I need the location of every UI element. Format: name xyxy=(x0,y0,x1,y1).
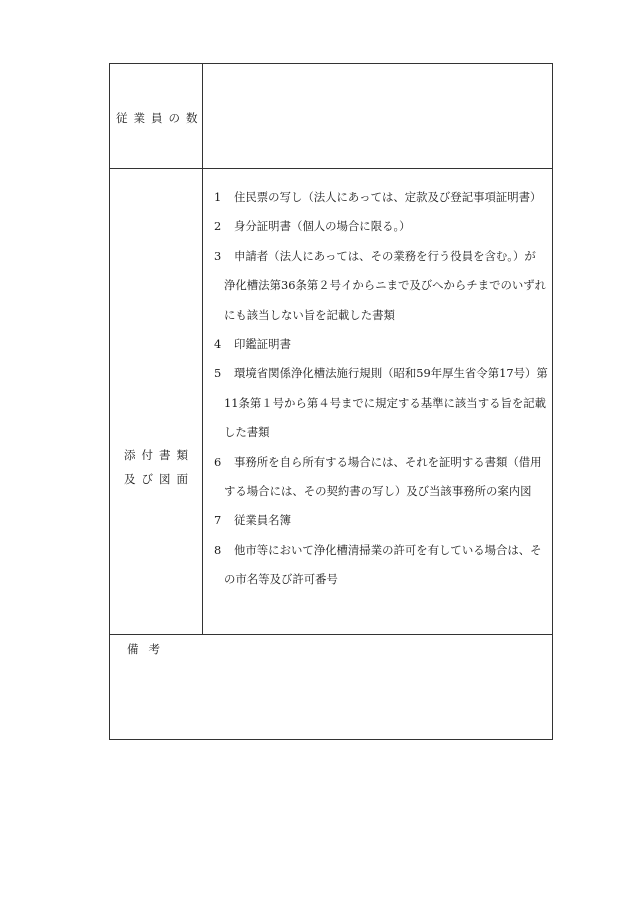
document-item-line xyxy=(214,506,550,535)
attachment-document-list xyxy=(214,183,550,594)
document-item-text: 浄化槽法第36条第２号イからニまで及びへからチまでのいずれ xyxy=(224,278,547,293)
document-item-line xyxy=(214,242,550,271)
document-item-text: 申請者（法人にあっては、その業務を行う役員を含む。）が xyxy=(234,248,536,263)
employees-value-cell xyxy=(203,64,552,168)
application-form-table xyxy=(109,63,553,740)
document-item-text: 従業員名簿 xyxy=(234,513,291,528)
document-item-continuation xyxy=(214,477,550,506)
document-item-continuation xyxy=(214,271,550,300)
remarks-label: 備考 xyxy=(127,642,170,656)
document-item-continuation xyxy=(214,565,550,594)
document-list-item xyxy=(214,359,550,447)
attachments-label-line1: 添付書類 xyxy=(124,448,194,462)
document-item-text: 事務所を自ら所有する場合には、それを証明する書類（借用 xyxy=(234,454,542,469)
document-item-text: の市名等及び許可番号 xyxy=(224,572,338,587)
document-item-line xyxy=(214,330,550,359)
document-item-text: にも該当しない旨を記載した書類 xyxy=(224,307,395,322)
document-item-text: する場合には、その契約書の写し）及び当該事務所の案内図 xyxy=(224,483,532,498)
attachments-label-cell xyxy=(110,169,203,634)
document-item-number: 4 xyxy=(214,336,222,351)
document-list-item xyxy=(214,506,550,535)
document-item-line xyxy=(214,212,550,241)
document-item-continuation xyxy=(214,418,550,447)
document-item-number: 6 xyxy=(214,454,222,469)
document-item-number: 2 xyxy=(214,219,222,234)
attachments-value-cell xyxy=(203,169,552,634)
document-list-item xyxy=(214,448,550,507)
document-list-item xyxy=(214,242,550,330)
document-item-text: 11条第１号から第４号までに規定する基準に該当する旨を記載 xyxy=(224,395,547,410)
document-list-item xyxy=(214,330,550,359)
document-list-item xyxy=(214,212,550,241)
document-item-text: 環境省関係浄化槽法施行規則（昭和59年厚生省令第17号）第 xyxy=(234,366,548,381)
document-item-text: 印鑑証明書 xyxy=(234,336,291,351)
document-item-number: 1 xyxy=(214,190,222,204)
document-item-line xyxy=(214,536,550,565)
document-item-number: 5 xyxy=(214,366,222,381)
employees-label-cell xyxy=(110,64,203,168)
document-item-line xyxy=(214,183,550,212)
document-item-number: 3 xyxy=(214,248,222,263)
employees-row xyxy=(110,64,552,169)
document-list-item xyxy=(214,536,550,595)
remarks-row xyxy=(110,635,552,739)
document-item-continuation xyxy=(214,301,550,330)
document-item-continuation xyxy=(214,389,550,418)
document-item-text: 住民票の写し（法人にあっては、定款及び登記事項証明書） xyxy=(234,190,542,204)
document-item-text: 他市等において浄化槽清掃業の許可を有している場合は、そ xyxy=(234,542,542,557)
employees-label: 従業員の数 xyxy=(116,111,204,125)
document-item-text: した書類 xyxy=(224,425,270,440)
document-item-line xyxy=(214,359,550,388)
document-item-number: 7 xyxy=(214,513,222,528)
attachments-label-line2: 及び図面 xyxy=(124,472,194,486)
document-list-item xyxy=(214,183,550,212)
document-item-text: 身分証明書（個人の場合に限る。） xyxy=(234,219,411,234)
document-item-line xyxy=(214,448,550,477)
document-item-number: 8 xyxy=(214,542,222,557)
attachments-row xyxy=(110,169,552,635)
